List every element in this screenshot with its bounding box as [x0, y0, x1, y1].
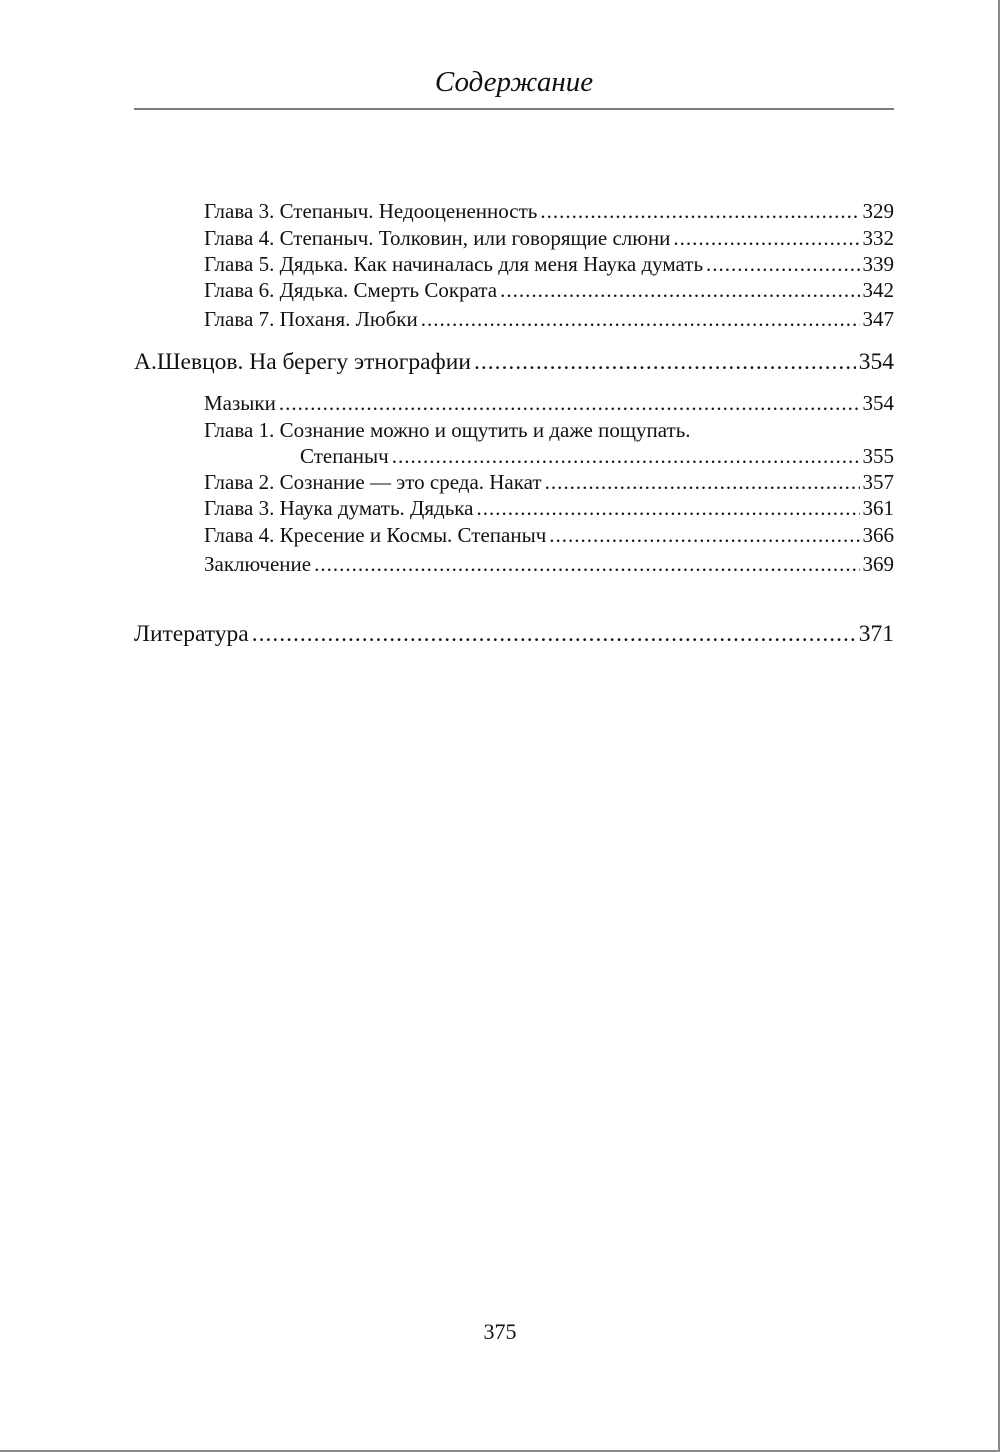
toc-entry-title-continued: Степаныч [300, 444, 389, 468]
toc-entry [300, 443, 894, 469]
toc-entry-page: 357 [862, 470, 894, 494]
dot-leader [421, 306, 860, 332]
toc-entry-title: Глава 1. Сознание можно и ощутить и даже пощупать. [204, 418, 691, 442]
dot-leader [549, 522, 859, 548]
toc-entry-page: 371 [858, 621, 894, 647]
toc-entry-page: 366 [862, 523, 894, 547]
toc-entry [204, 469, 894, 495]
toc-entry [204, 198, 894, 224]
toc-section-entry [134, 347, 894, 377]
dot-leader [706, 251, 859, 277]
toc-entry-title: Глава 4. Кресение и Космы. Степаныч [204, 523, 547, 547]
toc-entry-page: 347 [862, 307, 894, 331]
dot-leader [540, 198, 859, 224]
toc-entry-page: 361 [862, 496, 894, 520]
toc-entry-page: 369 [862, 552, 894, 576]
toc-entry [204, 277, 894, 303]
running-title: Содержание [434, 66, 594, 98]
toc-section-entry [134, 619, 894, 649]
dot-leader [474, 347, 856, 377]
dot-leader [392, 443, 860, 469]
toc-entry-title: Глава 4. Степаныч. Толковин, или говорящие слюни [204, 226, 671, 250]
dot-leader [279, 390, 860, 416]
toc-entry-title: Глава 3. Наука думать. Дядька [204, 496, 474, 520]
dot-leader [314, 551, 859, 577]
toc-entry [204, 522, 894, 548]
toc-entry [204, 390, 894, 416]
toc-entry-title: Литература [134, 621, 249, 647]
header-rule [134, 108, 894, 110]
toc-entry-page: 355 [862, 444, 894, 468]
toc-entry [204, 551, 894, 577]
dot-leader [476, 495, 859, 521]
dot-leader [500, 277, 859, 303]
toc-entry-page: 329 [862, 199, 894, 223]
toc-entry-title: Глава 5. Дядька. Как начиналась для меня Наука думать [204, 252, 704, 276]
toc-entry-page: 332 [862, 226, 894, 250]
toc-entry [204, 495, 894, 521]
toc-entry [204, 251, 894, 277]
dot-leader [673, 225, 859, 251]
toc-entry-title: Глава 2. Сознание — это среда. Накат [204, 470, 542, 494]
toc-entry-title: Мазыки [204, 391, 276, 415]
toc-entry [204, 225, 894, 251]
dot-leader [545, 469, 860, 495]
toc-entry-page: 339 [862, 252, 894, 276]
toc-entry-title: А.Шевцов. На берегу этнографии [134, 349, 471, 375]
toc-entry-title: Заключение [204, 552, 312, 576]
toc-entry [204, 306, 894, 332]
toc-entry-title: Глава 6. Дядька. Смерть Сократа [204, 278, 498, 302]
toc-entry-page: 354 [862, 391, 894, 415]
toc-entry-title: Глава 7. Поханя. Любки [204, 307, 418, 331]
page-number: 375 [483, 1319, 517, 1344]
toc-entry-page: 342 [862, 278, 894, 302]
dot-leader [252, 619, 856, 649]
toc-entry-page: 354 [858, 349, 894, 375]
toc-entry-title: Глава 3. Степаныч. Недооцененность [204, 199, 538, 223]
